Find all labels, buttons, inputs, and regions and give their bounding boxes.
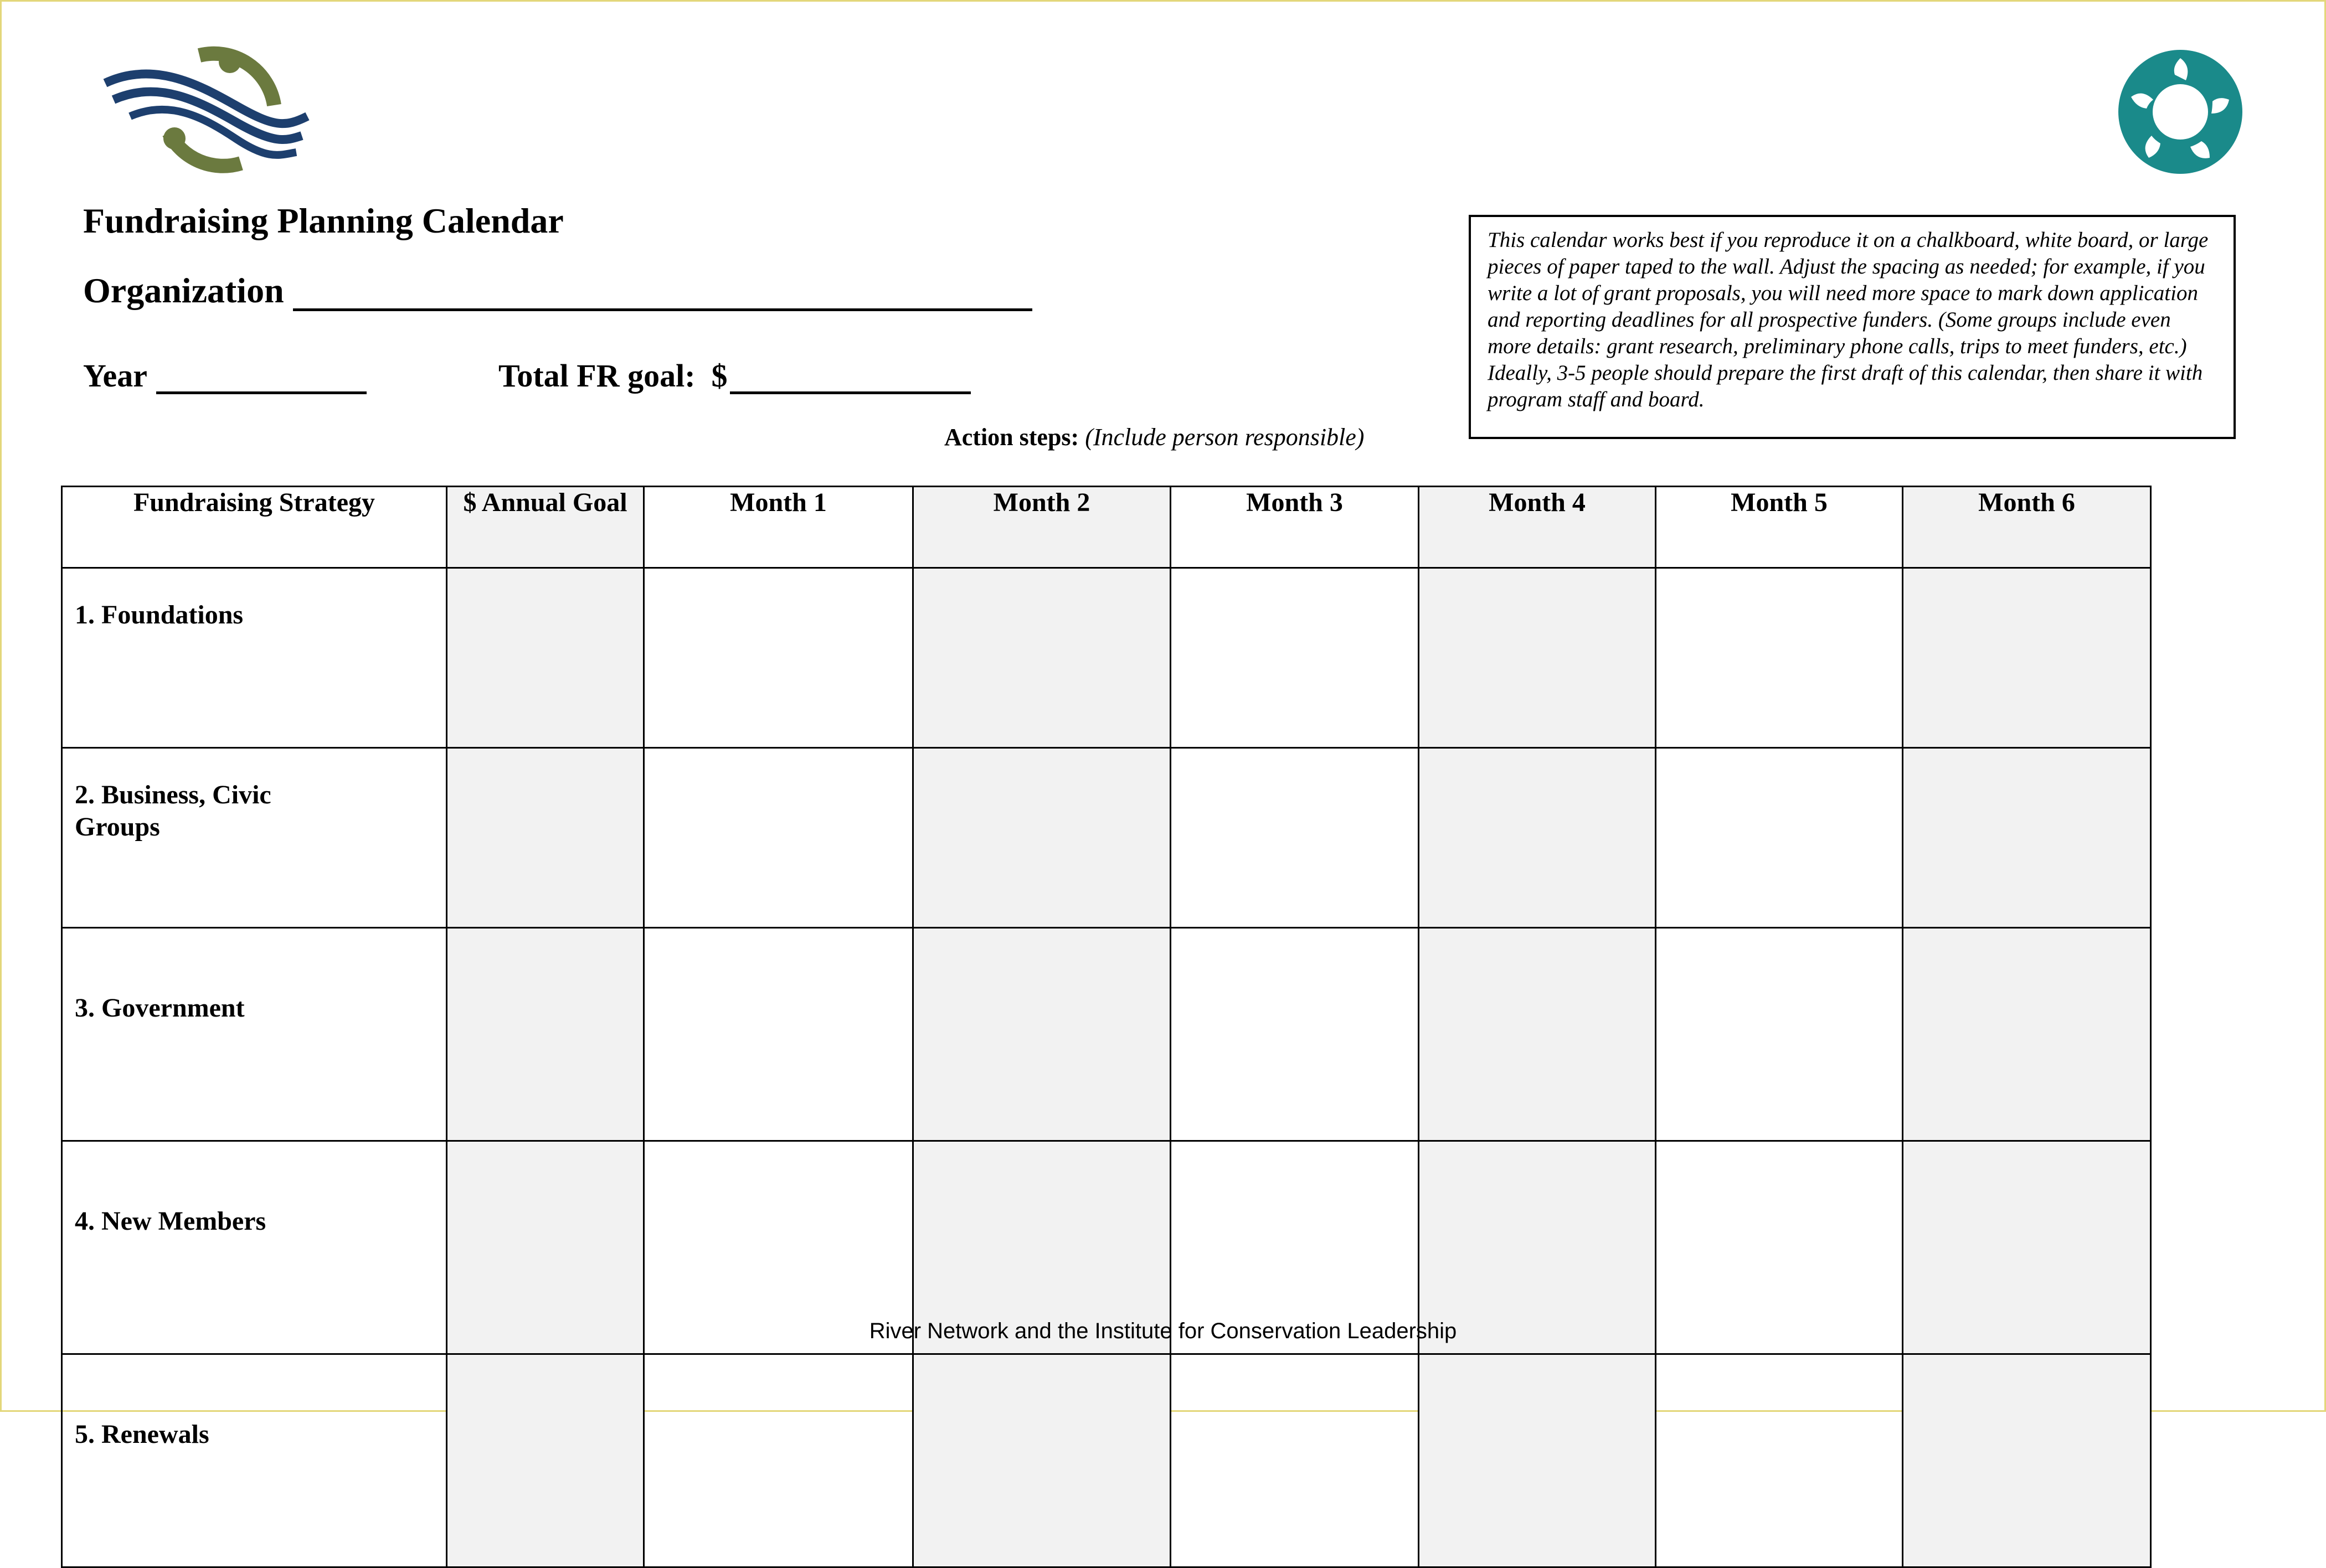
month-cell[interactable] xyxy=(1171,928,1419,1141)
month-cell[interactable] xyxy=(1419,568,1656,748)
month-cell[interactable] xyxy=(644,568,913,748)
month-cell[interactable] xyxy=(1171,568,1419,748)
table-row xyxy=(62,568,2151,748)
conservation-leadership-logo xyxy=(2116,47,2246,177)
month-cell[interactable] xyxy=(1903,1354,2151,1567)
month-cell[interactable] xyxy=(644,928,913,1141)
table-header-row xyxy=(62,487,2151,568)
month-cell[interactable] xyxy=(1656,928,1903,1141)
month-cell[interactable] xyxy=(1903,928,2151,1141)
header-month-6: Month 6 xyxy=(1903,487,2151,568)
action-steps-note xyxy=(944,423,1364,451)
strategy-new-members: 4. New Members xyxy=(62,1141,447,1354)
month-cell[interactable] xyxy=(1656,1354,1903,1567)
footer-credit: River Network and the Institute for Conservation Leadership xyxy=(869,1319,1457,1343)
month-cell[interactable] xyxy=(1903,748,2151,928)
month-cell[interactable] xyxy=(1656,568,1903,748)
header-month-1: Month 1 xyxy=(644,487,913,568)
table-row xyxy=(62,928,2151,1141)
organization-blank-line[interactable] xyxy=(293,275,1032,311)
total-goal-blank-line[interactable] xyxy=(730,360,971,394)
organization-label: Organization xyxy=(83,271,284,310)
organization-field xyxy=(83,270,1032,311)
header-month-3: Month 3 xyxy=(1171,487,1419,568)
strategy-business-civic-groups xyxy=(62,748,447,928)
table-row xyxy=(62,748,2151,928)
river-network-logo xyxy=(102,39,313,174)
header-month-5: Month 5 xyxy=(1656,487,1903,568)
annual-goal-cell[interactable] xyxy=(447,1354,644,1567)
total-goal-label: Total FR goal: $ xyxy=(498,358,728,394)
year-blank-line[interactable] xyxy=(156,360,367,394)
strategy-label: 2. Business, Civic Groups xyxy=(75,780,271,842)
header-fundraising-strategy: Fundraising Strategy xyxy=(62,487,447,568)
month-cell[interactable] xyxy=(1419,748,1656,928)
month-cell[interactable] xyxy=(1171,748,1419,928)
strategy-government: 3. Government xyxy=(62,928,447,1141)
month-cell[interactable] xyxy=(1903,568,2151,748)
annual-goal-cell[interactable] xyxy=(447,748,644,928)
annual-goal-cell[interactable] xyxy=(447,568,644,748)
instruction-box: This calendar works best if you reproduce it on a chalkboard, white board, or large pieces of paper taped to the wall. Adjust the spacing as needed; for example, if you write a lot of grant proposals, you will need more space to mark down application and reporting deadlines for all prospective funders. (Some groups include even more details: grant research, preliminary phone calls, trips to meet funders, etc.) Ideally, 3-5 people should prepare the first draft of this calendar, then share it with program staff and board. xyxy=(1469,215,2236,439)
month-cell[interactable] xyxy=(913,748,1171,928)
header-month-2: Month 2 xyxy=(913,487,1171,568)
action-steps-instruction: (Include person responsible) xyxy=(1085,424,1365,451)
fundraising-calendar-table xyxy=(61,486,2152,1568)
month-cell[interactable] xyxy=(913,1354,1171,1567)
strategy-renewals: 5. Renewals xyxy=(62,1354,447,1567)
month-cell[interactable] xyxy=(644,1354,913,1567)
action-steps-label: Action steps: xyxy=(944,424,1079,451)
month-cell[interactable] xyxy=(913,928,1171,1141)
month-cell[interactable] xyxy=(1419,1354,1656,1567)
year-label: Year xyxy=(83,358,147,394)
month-cell[interactable] xyxy=(913,568,1171,748)
year-field xyxy=(83,357,367,394)
total-goal-field xyxy=(498,357,971,394)
month-cell[interactable] xyxy=(644,748,913,928)
annual-goal-cell[interactable] xyxy=(447,928,644,1141)
month-cell[interactable] xyxy=(1419,928,1656,1141)
table-row xyxy=(62,1354,2151,1567)
month-cell[interactable] xyxy=(1656,748,1903,928)
strategy-foundations: 1. Foundations xyxy=(62,568,447,748)
month-cell[interactable] xyxy=(1171,1354,1419,1567)
page-title: Fundraising Planning Calendar xyxy=(83,201,564,240)
header-month-4: Month 4 xyxy=(1419,487,1656,568)
header-annual-goal: $ Annual Goal xyxy=(447,487,644,568)
